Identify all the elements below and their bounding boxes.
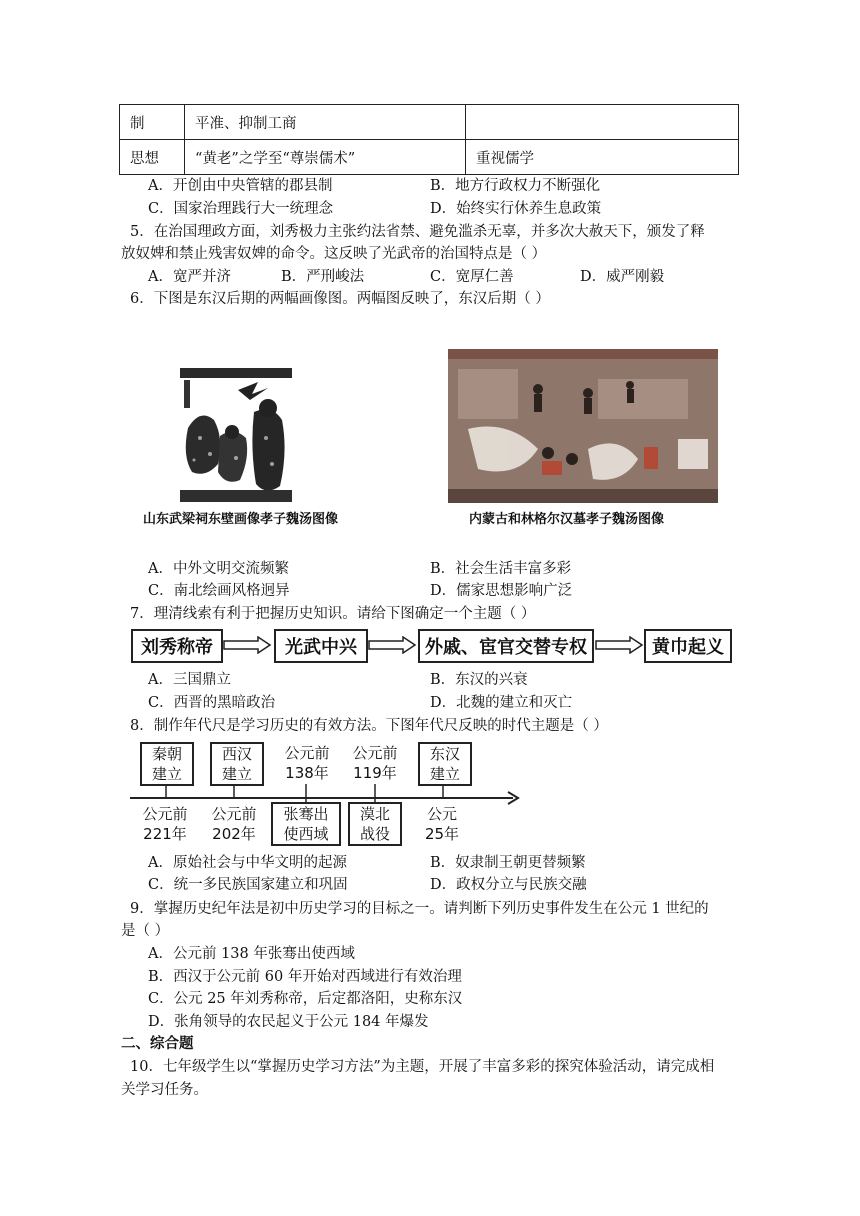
flow-arrow-icon	[594, 636, 644, 654]
q6-option-d: D．儒家思想影响广泛	[430, 583, 573, 599]
timeline-xihan-box: 西汉 建立	[210, 742, 264, 786]
q6-stem: 6．下图是东汉后期的两幅画像图。两幅图反映了，东汉后期（ ）	[130, 291, 550, 307]
q9-stem-line2: 是（ ）	[121, 923, 170, 939]
timeline-qin-box: 秦朝 建立	[140, 742, 194, 786]
q4-option-b: B．地方行政权力不断强化	[430, 178, 601, 194]
timeline-138bc-label: 公元前 138年	[284, 744, 330, 782]
q4-option-c: C．国家治理践行大一统理念	[148, 201, 334, 217]
q9-option-b: B．西汉于公元前 60 年开始对西域进行有效治理	[148, 969, 462, 985]
flow-step-waiqi: 外戚、宦官交替专权	[418, 629, 594, 663]
timeline-202bc-label: 公元前 202年	[211, 805, 257, 843]
q5-option-a: A．宽严并济	[148, 269, 231, 285]
timeline-25ad-label: 公元 25年	[424, 805, 460, 843]
flow-arrow-icon	[367, 636, 417, 654]
q7-option-d: D．北魏的建立和灭亡	[430, 695, 573, 711]
q5-option-c: C．宽厚仁善	[430, 269, 514, 285]
q7-option-a: A．三国鼎立	[148, 672, 231, 688]
q10-stem-line1: 10．七年级学生以“掌握历史学习方法”为主题，开展了丰富多彩的探究体验活动，请完成相	[130, 1059, 715, 1075]
q8-stem: 8．制作年代尺是学习历史的有效方法。下图年代尺反映的时代主题是（ ）	[130, 718, 608, 734]
q5-stem-line2: 放奴婢和禁止残害奴婢的命令。这反映了光武帝的治国特点是（ ）	[121, 246, 547, 262]
q4-option-a: A．开创由中央管辖的郡县制	[148, 178, 333, 194]
q5-stem-line1: 5．在治国理政方面，刘秀极力主张约法省禁、避免滥杀无辜，并多次大赦天下，颁发了释	[130, 224, 705, 240]
table-row	[120, 105, 739, 140]
table-cell: 思想	[120, 140, 185, 175]
timeline-donghan-box: 东汉 建立	[418, 742, 472, 786]
table-row	[120, 140, 739, 175]
q8-option-b: B．奴隶制王朝更替频繁	[430, 855, 586, 871]
timeline-119bc-label: 公元前 119年	[352, 744, 398, 782]
q7-option-b: B．东汉的兴衰	[430, 672, 528, 688]
q5-option-b: B．严刑峻法	[281, 269, 365, 285]
q4-option-d: D．始终实行休养生息政策	[430, 201, 602, 217]
flow-arrow-icon	[222, 636, 272, 654]
q9-option-c: C．公元 25 年刘秀称帝，后定都洛阳，史称东汉	[148, 991, 463, 1007]
flow-step-liuxiu: 刘秀称帝	[131, 629, 223, 663]
q6-option-b: B．社会生活丰富多彩	[430, 561, 572, 577]
table-cell	[466, 105, 739, 140]
q9-stem-line1: 9．掌握历史纪年法是初中历史学习的目标之一。请判断下列历史事件发生在公元 1 世纪的	[130, 901, 709, 917]
q9-option-a: A．公元前 138 年张骞出使西域	[148, 946, 355, 962]
q10-stem-line2: 关学习任务。	[121, 1082, 208, 1098]
table-cell: “黄老”之学至“尊崇儒术”	[185, 140, 466, 175]
table-cell: 平准、抑制工商	[185, 105, 466, 140]
q5-option-d: D．威严刚毅	[580, 269, 665, 285]
stone-rubbing-image	[180, 368, 292, 502]
section-heading: 二、综合题	[121, 1036, 194, 1052]
q8-option-c: C．统一多民族国家建立和巩固	[148, 877, 348, 893]
q7-stem: 7．理清线索有利于把握历史知识。请给下图确定一个主题（ ）	[130, 606, 536, 622]
timeline-zhangqian-box: 张骞出 使西域	[271, 802, 341, 846]
caption-left: 山东武梁祠东壁画像孝子魏汤图像	[143, 512, 339, 527]
q6-option-a: A．中外文明交流频繁	[148, 561, 289, 577]
timeline-221bc-label: 公元前 221年	[142, 805, 188, 843]
timeline-mobei-box: 漠北 战役	[348, 802, 402, 846]
table-cell: 制	[120, 105, 185, 140]
q6-option-c: C．南北绘画风格迥异	[148, 583, 290, 599]
flow-step-guangwu: 光武中兴	[274, 629, 368, 663]
q8-option-d: D．政权分立与民族交融	[430, 877, 587, 893]
q8-option-a: A．原始社会与中华文明的起源	[148, 855, 347, 871]
comparison-table	[119, 104, 739, 175]
table-cell: 重视儒学	[466, 140, 739, 175]
q7-option-c: C．西晋的黑暗政治	[148, 695, 276, 711]
caption-right: 内蒙古和林格尔汉墓孝子魏汤图像	[469, 512, 665, 527]
tomb-mural-image	[448, 349, 718, 503]
q9-option-d: D．张角领导的农民起义于公元 184 年爆发	[148, 1014, 429, 1030]
flow-step-huangjin: 黄巾起义	[644, 629, 732, 663]
